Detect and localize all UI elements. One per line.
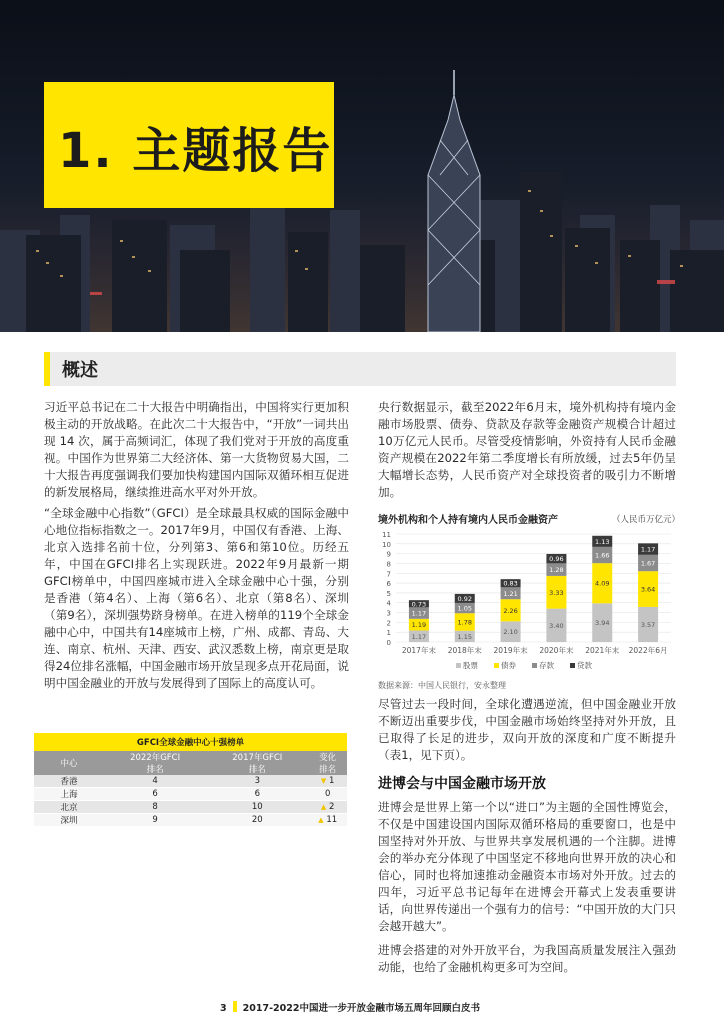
change-value: 2 <box>329 802 335 812</box>
x-tick-label: 2021年末 <box>585 646 620 655</box>
table-row <box>34 801 347 814</box>
y-tick-label: 2 <box>386 619 391 628</box>
sub-header-rank: 排名 <box>206 763 308 775</box>
data-label: 1.28 <box>549 566 564 575</box>
x-tick-label: 2020年末 <box>539 646 574 655</box>
data-label: 1.17 <box>411 609 427 618</box>
y-tick-label: 11 <box>382 531 391 539</box>
data-label: 0.92 <box>457 594 472 603</box>
y-tick-label: 10 <box>382 540 391 549</box>
legend-label: 债券 <box>501 661 516 670</box>
data-label: 3.33 <box>549 588 564 597</box>
x-tick-label: 2022年6月 <box>628 646 668 655</box>
data-label: 1.67 <box>640 559 656 568</box>
col-header-2017: 2017年GFCI <box>206 751 308 763</box>
footer-accent-bar <box>233 1001 237 1012</box>
y-tick-label: 6 <box>386 580 391 589</box>
section-title: 概述 <box>62 360 98 381</box>
y-tick-label: 7 <box>386 570 391 579</box>
change-value: 0 <box>324 789 331 799</box>
table-row <box>34 788 347 801</box>
cell-rank-2017: 6 <box>206 788 308 801</box>
cell-rank-2017: 10 <box>206 801 308 814</box>
table-row <box>34 814 347 827</box>
data-label: 3.57 <box>640 620 656 629</box>
chart-legend <box>456 660 592 670</box>
data-label: 0.73 <box>411 600 427 609</box>
cell-rank-2022: 9 <box>104 814 206 827</box>
sub-header-rank: 排名 <box>308 763 347 775</box>
data-label: 1.17 <box>411 632 427 641</box>
cell-rank-2022: 8 <box>104 801 206 814</box>
page-number: 3 <box>220 1003 227 1014</box>
cell-change <box>308 801 347 814</box>
table-row <box>34 775 347 788</box>
section-header-bg <box>44 352 676 386</box>
legend-label: 存款 <box>539 661 554 670</box>
cell-city: 深圳 <box>34 814 104 827</box>
cell-city: 北京 <box>34 801 104 814</box>
data-label: 2.26 <box>503 606 518 615</box>
cell-change <box>308 788 347 801</box>
paragraph-ciie: 进博会是世界上第一个以“进口”为主题的全国性博览会，不仅是中国建设国内国际双循环格局的重要窗口，也是中国坚持对外开放、与世界共享发展机遇的一个注脚。进博会的举办充分体现了中国坚定不移地向世界开放的决心和信心，同时也将加速推动金融资本市场对外开放。过去的四年，习近平总书记每年在进博会开幕式上发表重要讲话，向世界传递出一个强有力的信号：“中国开放的大门只会越开越大”。 <box>378 800 676 933</box>
data-label: 3.64 <box>640 585 656 594</box>
paragraph-opening: 尽管过去一段时间，全球化遭遇逆流，但中国金融业开放不断迈出重要步伐，中国金融市场始终坚持对外开放，且已取得了长足的进步，双向开放的深度和广度不断提升（表1，见下页）。 <box>378 697 676 762</box>
change-value: 11 <box>326 815 338 825</box>
hero-image <box>0 0 724 332</box>
legend-swatch <box>494 663 499 668</box>
paragraph-platform: 进博会搭建的对外开放平台，为我国高质量发展注入强劲动能，也给了金融机构更多可为空间。 <box>378 943 676 974</box>
data-label: 1.66 <box>595 551 610 560</box>
data-label: 4.09 <box>595 579 610 588</box>
col-header-change: 变化 <box>308 751 347 763</box>
y-tick-label: 1 <box>386 629 391 638</box>
data-label: 1.17 <box>640 545 656 554</box>
y-tick-label: 0 <box>386 639 391 647</box>
chart-source: 数据来源：中国人民银行，安永整理 <box>378 681 506 690</box>
data-label: 1.21 <box>503 589 518 598</box>
gfci-table <box>34 733 347 827</box>
y-tick-label: 4 <box>386 599 391 608</box>
cell-rank-2022: 4 <box>104 775 206 788</box>
change-value: 1 <box>329 776 335 786</box>
paragraph-intro: 习近平总书记在二十大报告中明确指出，中国将实行更加积极主动的开放战略。在此次二十大报告中，“开放”一词共出现 14 次，属于高频词汇，体现了我们党对于开放的高度重视。中国作为世界第二大经济体、第一大货物贸易大国，二十大报告再度强调我们要加快构建国内国际双循环相互促进的新发展格局，继续推进高水平对外开放。 <box>44 400 349 499</box>
table-title: GFCI全球金融中心十强榜单 <box>34 733 347 751</box>
triangle-down-icon: ▼ <box>320 777 327 785</box>
cell-change <box>308 775 347 788</box>
triangle-up-icon: ▲ <box>318 816 324 824</box>
y-tick-label: 8 <box>386 560 391 569</box>
cell-city: 香港 <box>34 775 104 788</box>
subheading-ciie: 进博会与中国金融市场开放 <box>378 776 546 792</box>
page-title: 1. 主题报告 <box>58 123 333 179</box>
footer-title: 2017-2022中国进一步开放金融市场五周年回顾白皮书 <box>242 1003 480 1014</box>
data-label: 3.94 <box>595 619 610 628</box>
cell-change <box>308 814 347 827</box>
data-label: 0.83 <box>503 579 518 588</box>
legend-label: 贷款 <box>577 661 592 670</box>
data-label: 0.96 <box>549 555 564 564</box>
chart-title: 境外机构和个人持有境内人民币金融资产 <box>378 515 558 526</box>
data-label: 1.13 <box>595 537 610 546</box>
col-header-2022: 2022年GFCI <box>104 751 206 763</box>
cell-city: 上海 <box>34 788 104 801</box>
chart-x-labels <box>402 645 668 655</box>
data-label: 1.15 <box>457 632 472 641</box>
sub-header-rank: 排名 <box>104 763 206 775</box>
paragraph-pboc: 央行数据显示，截至2022年6月末，境外机构持有境内金融市场股票、债券、贷款及存款等金融资产规模合计超过10万亿元人民币。尽管受疫情影响，外资持有人民币金融资产规模在2022年第二季度增长有所放缓，过去5年仍呈大幅增长态势，人民币资产对全球投资者的吸引力不断增加。 <box>378 400 676 499</box>
data-label: 1.05 <box>457 604 472 613</box>
legend-swatch <box>570 663 575 668</box>
data-label: 3.40 <box>549 621 564 630</box>
x-tick-label: 2018年末 <box>447 646 482 655</box>
chart-bars <box>409 536 658 642</box>
x-tick-label: 2017年末 <box>401 646 436 655</box>
section-accent-bar <box>44 352 50 386</box>
data-label: 1.78 <box>457 618 472 627</box>
x-tick-label: 2019年末 <box>493 646 528 655</box>
chart-unit: （人民币万亿元） <box>612 515 681 525</box>
y-tick-label: 3 <box>386 609 391 618</box>
cell-rank-2017: 20 <box>206 814 308 827</box>
stacked-bar-chart <box>376 528 676 678</box>
legend-swatch <box>456 663 461 668</box>
cell-rank-2022: 6 <box>104 788 206 801</box>
paragraph-gfci: “全球金融中心指数”（GFCI）是全球最具权威的国际金融中心地位指标指数之一。2017年9月，中国仅有香港、上海、北京入选排名前十位，分列第3、第6和第10位。历经五年，中国在GFCI排名上实现跃进。2022年9月最新一期GFCI榜单中，中国四座城市进入全球金融中心十强，分别是香港（第4名）、上海（第6名）、北京（第8名）、深圳（第9名），深圳强势跻身榜单。在进入榜单的119个全球金融中心中，中国共有14座城市上榜，广州、成都、青岛、大连、南京、杭州、天津、西安、武汉悉数上榜，南京更是取得24位排名涨幅，中国金融市场开放呈现多点开花局面，说明中国金融业的开放与发展得到了国际上的高度认可。 <box>44 506 349 690</box>
legend-swatch <box>532 663 537 668</box>
legend-label: 股票 <box>463 661 478 670</box>
data-label: 2.10 <box>503 628 518 637</box>
triangle-up-icon: ▲ <box>320 803 327 811</box>
data-label: 1.19 <box>411 621 427 630</box>
cell-rank-2017: 3 <box>206 775 308 788</box>
y-tick-label: 5 <box>386 589 391 598</box>
page-footer <box>220 1000 480 1014</box>
y-tick-label: 9 <box>386 550 391 559</box>
col-header-center: 中心 <box>34 751 104 775</box>
